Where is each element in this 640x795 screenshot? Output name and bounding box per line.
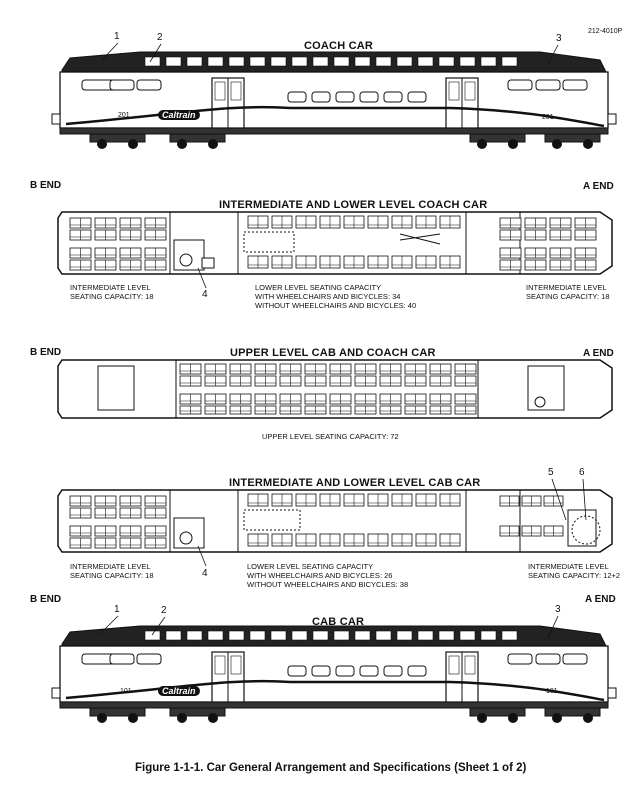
cab-car-title: CAB CAR	[312, 616, 365, 628]
cab-car-upper-window	[376, 631, 391, 640]
plan-1-toilet	[180, 254, 192, 266]
plan-1-wheelchair-area	[244, 232, 294, 252]
plan-2-caption: UPPER LEVEL SEATING CAPACITY: 72	[262, 432, 399, 441]
coach-car-wheel	[477, 139, 487, 149]
cab-car-side-window	[563, 654, 587, 664]
upper-level-plan	[58, 360, 612, 418]
intermediate-lower-coach-plan	[58, 212, 612, 274]
cab-car-middle-window	[312, 666, 330, 676]
callout-3: 3	[556, 33, 562, 44]
coach-car-upper-window	[271, 57, 286, 66]
cab-car-side-window	[137, 654, 161, 664]
coach-car-upper-window	[376, 57, 391, 66]
cab-car-upper-window	[418, 631, 433, 640]
coach-car-middle-window	[336, 92, 354, 102]
coach-car-upper-window	[187, 57, 202, 66]
callout-3-cab: 3	[555, 604, 561, 615]
cab-car-wheel	[583, 713, 593, 723]
plan-3-left-caption-line-2: SEATING CAPACITY: 18	[70, 571, 154, 580]
cab-car-door-window	[449, 656, 459, 674]
cab-car-logo: Caltrain	[158, 686, 200, 696]
coach-car-upper-window	[292, 57, 307, 66]
coach-car-coupler	[608, 114, 616, 124]
coach-car-wheel	[128, 139, 138, 149]
plan-3-right-caption-line-2: SEATING CAPACITY: 12+2	[528, 571, 621, 580]
cab-car-upper-window	[481, 631, 496, 640]
coach-car-side-window	[536, 80, 560, 90]
coach-car-side-view	[52, 52, 616, 149]
cab-car-upper-window	[208, 631, 223, 640]
plan-1-center-caption-line-1: LOWER LEVEL SEATING CAPACITY	[255, 283, 382, 292]
cab-car-middle-window	[384, 666, 402, 676]
cab-car-upper-window	[313, 631, 328, 640]
callout-6: 6	[579, 467, 585, 478]
cab-car-middle-window	[408, 666, 426, 676]
coach-car-sill	[60, 128, 608, 134]
cab-car-upper-window	[355, 631, 370, 640]
coach-car-door-window	[215, 82, 225, 100]
cab-car-upper-window	[292, 631, 307, 640]
coach-car-middle-window	[360, 92, 378, 102]
coach-car-side-window	[563, 80, 587, 90]
cab-car-door-window	[215, 656, 225, 674]
a-end-label-2: A END	[583, 348, 614, 359]
coach-car-logo: Caltrain	[158, 110, 200, 120]
plan-3-toilet	[180, 532, 192, 544]
cab-car-side-window	[110, 654, 134, 664]
coach-car-side-window	[508, 80, 532, 90]
plan-1-center-caption-line-3: WITHOUT WHEELCHAIRS AND BICYCLES: 40	[255, 301, 417, 310]
coach-car-door-window	[465, 82, 475, 100]
callout-1: 1	[114, 31, 120, 42]
document-code: 212-4010P	[588, 28, 623, 35]
coach-car-wheel	[97, 139, 107, 149]
coach-car-coupler	[52, 114, 60, 124]
plan-3-center-caption-line-3: WITHOUT WHEELCHAIRS AND BICYCLES: 38	[247, 580, 409, 589]
cab-car-door-window	[465, 656, 475, 674]
coach-car-side-window	[110, 80, 134, 90]
coach-car-upper-window	[418, 57, 433, 66]
coach-car-title: COACH CAR	[304, 40, 374, 52]
coach-car-middle-window	[384, 92, 402, 102]
coach-car-upper-window	[250, 57, 265, 66]
coach-car-upper-window	[355, 57, 370, 66]
plan-1-left-caption-line-2: SEATING CAPACITY: 18	[70, 292, 154, 301]
coach-car-wheel	[583, 139, 593, 149]
cab-car-wheel	[128, 713, 138, 723]
coach-car-wheel	[208, 139, 218, 149]
plan-3-right-caption-line-1: INTERMEDIATE LEVEL	[528, 562, 609, 571]
coach-car-upper-window	[460, 57, 475, 66]
plan-1-right-caption-line-2: SEATING CAPACITY: 18	[526, 292, 610, 301]
coach-car-middle-window	[312, 92, 330, 102]
cab-car-upper-window	[229, 631, 244, 640]
coach-car-door-window	[231, 82, 241, 100]
callout-4-plan-1: 4	[202, 289, 208, 300]
coach-car-upper-window	[334, 57, 349, 66]
coach-car-number-left: 201	[118, 112, 130, 119]
coach-car-side-window	[137, 80, 161, 90]
plan-3-wheelchair-area	[244, 510, 300, 530]
coach-car-wheel	[508, 139, 518, 149]
cab-car-upper-window	[502, 631, 517, 640]
coach-car-upper-window	[481, 57, 496, 66]
coach-car-upper-window	[397, 57, 412, 66]
cab-car-wheel	[552, 713, 562, 723]
coach-car-upper-window	[502, 57, 517, 66]
callout-5: 5	[548, 467, 554, 478]
coach-car-upper-window	[166, 57, 181, 66]
b-end-label-2: B END	[30, 347, 62, 358]
coach-car-upper-window	[313, 57, 328, 66]
cab-car-upper-window	[187, 631, 202, 640]
cab-car-wheel	[208, 713, 218, 723]
cab-car-side-window	[536, 654, 560, 664]
callout-1-cab: 1	[114, 604, 120, 615]
plan-3-title: INTERMEDIATE AND LOWER LEVEL CAB CAR	[229, 477, 481, 489]
coach-car-upper-window	[208, 57, 223, 66]
cab-car-wheel	[477, 713, 487, 723]
cab-car-wheel	[97, 713, 107, 723]
coach-car-wheel	[177, 139, 187, 149]
callout-2-cab: 2	[161, 605, 167, 616]
cab-car-upper-window	[439, 631, 454, 640]
callout-2: 2	[157, 32, 163, 43]
cab-car-wheel	[177, 713, 187, 723]
cab-car-number-left: 101	[120, 688, 132, 695]
coach-car-number-right: 201	[542, 114, 554, 121]
cab-car-side-view	[52, 626, 616, 723]
cab-car-upper-window	[250, 631, 265, 640]
plan-1-title: INTERMEDIATE AND LOWER LEVEL COACH CAR	[219, 199, 488, 211]
a-end-label-1: A END	[583, 181, 614, 192]
cab-car-upper-window	[460, 631, 475, 640]
cab-car-number-right: 101	[546, 688, 558, 695]
a-end-label-3: A END	[585, 594, 616, 605]
cab-car-coupler	[608, 688, 616, 698]
plan-1-center-caption-line-2: WITH WHEELCHAIRS AND BICYCLES: 34	[255, 292, 401, 301]
callout-4-plan-3: 4	[202, 568, 208, 579]
intermediate-lower-cab-plan	[58, 490, 612, 552]
cab-car-middle-window	[360, 666, 378, 676]
cab-car-door-window	[231, 656, 241, 674]
coach-car-door-window	[449, 82, 459, 100]
figure-caption: Figure 1-1-1. Car General Arrangement and Specifications (Sheet 1 of 2)	[135, 762, 527, 774]
b-end-label-3: B END	[30, 594, 62, 605]
b-end-label-1: B END	[30, 180, 62, 191]
cab-car-side-window	[508, 654, 532, 664]
coach-car-middle-window	[408, 92, 426, 102]
coach-car-upper-window	[439, 57, 454, 66]
plan-2-cab-left	[98, 366, 134, 410]
plan-3-center-caption-line-2: WITH WHEELCHAIRS AND BICYCLES: 26	[247, 571, 393, 580]
coach-car-middle-window	[288, 92, 306, 102]
plan-2-hatch	[535, 397, 545, 407]
cab-car-upper-window	[271, 631, 286, 640]
plan-2-title: UPPER LEVEL CAB AND COACH CAR	[230, 347, 436, 359]
plan-1-right-caption-line-1: INTERMEDIATE LEVEL	[526, 283, 607, 292]
cab-car-upper-window	[334, 631, 349, 640]
cab-car-sill	[60, 702, 608, 708]
cab-car-upper-window	[145, 631, 160, 640]
coach-car-upper-window	[229, 57, 244, 66]
coach-car-wheel	[552, 139, 562, 149]
plan-1-equipment	[202, 258, 214, 268]
cab-car-middle-window	[288, 666, 306, 676]
plan-1-left-caption-line-1: INTERMEDIATE LEVEL	[70, 283, 151, 292]
plan-3-center-caption-line-1: LOWER LEVEL SEATING CAPACITY	[247, 562, 374, 571]
cab-car-coupler	[52, 688, 60, 698]
plan-3-left-caption-line-1: INTERMEDIATE LEVEL	[70, 562, 151, 571]
cab-car-upper-window	[397, 631, 412, 640]
cab-car-upper-window	[166, 631, 181, 640]
cab-car-wheel	[508, 713, 518, 723]
cab-car-middle-window	[336, 666, 354, 676]
plan-2-cab-right	[528, 366, 564, 410]
